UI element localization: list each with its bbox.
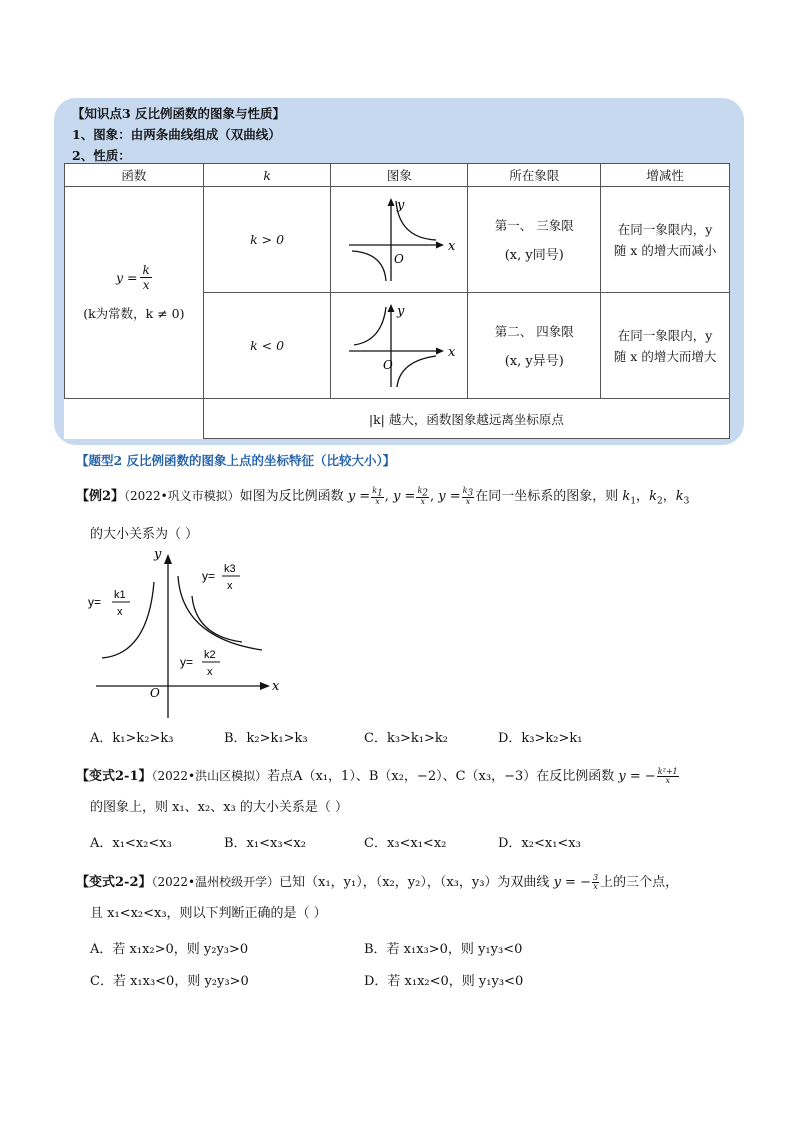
example2-option-d[interactable]: D．k₃>k₂>k₁ <box>498 731 583 746</box>
variant2-line2: 且 x₁<x₂<x₃，则以下判断正确的是（ ） <box>90 906 327 921</box>
section-title: 【题型2 反比例函数的图象上点的坐标特征（比较大小）】 <box>76 453 396 468</box>
x-label: x <box>272 679 280 694</box>
label-k3-num: k3 <box>224 563 236 575</box>
function-denominator: x <box>142 278 150 292</box>
example2-option-b[interactable]: B．k₂>k₁>k₃ <box>224 731 308 746</box>
knowledge-line-graph: 1、图象：由两条曲线组成（双曲线） <box>72 127 281 142</box>
variant1-prefix: 【变式2-1】 <box>76 769 152 784</box>
table-row <box>65 399 730 439</box>
quadrant-positive <box>468 187 601 293</box>
header-k: k <box>203 164 331 187</box>
variant2-option-d[interactable]: D．若 x₁x₂<0，则 y₁y₃<0 <box>364 974 524 989</box>
table-header-row <box>65 164 730 187</box>
variant1-option-d[interactable]: D．x₂<x₁<x₃ <box>498 836 581 851</box>
header-trend: 增减性 <box>601 164 730 187</box>
knowledge-line-property: 2、性质： <box>72 148 131 163</box>
example2-text2: 在同一坐标系的图象，则 <box>475 489 619 504</box>
curve-k1 <box>102 582 154 658</box>
example2-line1: 【例2】（2022•巩义市模拟）如图为反比例函数 y = $\frac{k_1}{x}$ , y = $\frac{k_2}{x}$ , y = $\frac{k_3}{x}$ 在同一坐标系的图象，则 $k_1$，$k_2$，$k_3$ <box>76 485 690 507</box>
footer-note: |k| 越大，函数图象越远离坐标原点 <box>203 399 729 439</box>
variant2-prefix: 【变式2-2】 <box>76 875 152 890</box>
example2-option-c[interactable]: C．k₃>k₁>k₂ <box>364 731 448 746</box>
y-label: y <box>154 547 162 562</box>
header-function: 函数 <box>65 164 204 187</box>
x-label: x <box>448 345 456 360</box>
k-positive: k > 0 <box>203 187 331 293</box>
label-k2-den: x <box>207 666 213 678</box>
sign-text: (x, y同号) <box>504 248 564 263</box>
function-lhs: y = <box>115 270 138 285</box>
hyperbola-positive-graph <box>344 193 454 283</box>
function-numerator: k <box>142 263 150 277</box>
quadrant-text: 第一、 三象限 <box>494 218 574 233</box>
label-k2-lhs: y= <box>180 655 194 669</box>
example2-graph <box>84 546 284 718</box>
variant2-text1: 已知（x₁，y₁），（x₂，y₂），（x₃，y₃）为双曲线 <box>279 875 550 890</box>
x-axis-arrow <box>436 242 444 249</box>
variant1-source: （2022•洪山区模拟） <box>151 769 268 783</box>
variant1-text1: 若点A（x₁，1）、B（x₂，−2）、C（x₃，−3）在反比例函数 <box>267 769 615 784</box>
variant1-line2: 的图象上，则 x₁、x₂、x₃ 的大小关系是（ ） <box>90 800 349 815</box>
header-graph: 图象 <box>331 164 468 187</box>
label-k1-lhs: y= <box>88 595 102 609</box>
header-quadrant: 所在象限 <box>468 164 601 187</box>
origin-label: O <box>150 686 160 700</box>
y-axis-arrow <box>388 304 395 312</box>
y-label: y <box>397 304 405 319</box>
graph-cell-positive <box>331 187 468 293</box>
variant2-option-c[interactable]: C．若 x₁x₃<0，则 y₂y₃>0 <box>90 974 249 989</box>
variant2-line1: 【变式2-2】（2022•温州校级开学）已知（x₁，y₁），（x₂，y₂），（x₃，y₃）为双曲线 y = − $\frac{3}{x}$ 上的三个点， <box>76 873 679 891</box>
sign-text: (x, y异号) <box>504 354 564 369</box>
function-note: (k为常数，k ≠ 0) <box>83 306 185 321</box>
label-k3-den: x <box>227 580 233 592</box>
example2-prefix: 【例2】 <box>76 489 125 504</box>
x-axis-arrow <box>436 348 444 355</box>
k-negative: k < 0 <box>203 293 331 399</box>
example2-text1: 如图为反比例函数 <box>239 489 344 504</box>
origin-label: O <box>383 358 394 372</box>
variant1-line1: 【变式2-1】（2022•洪山区模拟）若点A（x₁，1）、B（x₂，−2）、C（x₃，−3）在反比例函数 y = − $\frac{\text{k²+1}}{x}$ <box>76 767 678 785</box>
example2-line2: 的大小关系为（ ） <box>90 527 199 542</box>
trend-positive: 在同一象限内，y 随 x 的增大而减小 <box>601 187 730 293</box>
variant2-source: （2022•温州校级开学） <box>151 875 280 889</box>
function-cell <box>65 187 204 399</box>
variant2-option-b[interactable]: B．若 x₁x₃>0，则 y₁y₃<0 <box>364 942 523 957</box>
variant1-option-b[interactable]: B．x₁<x₃<x₂ <box>224 836 306 851</box>
origin-label: O <box>394 252 405 266</box>
y-axis-arrow <box>388 198 395 206</box>
variant1-option-a[interactable]: A．x₁<x₂<x₃ <box>90 836 172 851</box>
property-table <box>64 163 730 439</box>
table-row <box>65 187 730 293</box>
knowledge-title: 【知识点3 反比例函数的图象与性质】 <box>72 106 286 121</box>
hyperbola-negative-graph <box>344 299 454 389</box>
example2-option-a[interactable]: A．k₁>k₂>k₃ <box>90 731 174 746</box>
curve-k3 <box>192 596 242 642</box>
variant1-option-c[interactable]: C．x₃<x₁<x₂ <box>364 836 447 851</box>
example2-source: （2022•巩义市模拟） <box>124 489 240 503</box>
label-k3-lhs: y= <box>202 569 216 583</box>
trend-negative: 在同一象限内，y 随 x 的增大而增大 <box>601 293 730 399</box>
curve-k2 <box>178 576 262 650</box>
branch-q3 <box>352 251 386 281</box>
variant2-text1b: 上的三个点， <box>600 875 679 890</box>
branch-q4 <box>397 356 436 387</box>
x-axis-arrow <box>260 682 270 690</box>
quadrant-negative <box>468 293 601 399</box>
label-k2-num: k2 <box>204 649 216 661</box>
quadrant-text: 第二、 四象限 <box>494 324 574 339</box>
x-label: x <box>448 239 456 254</box>
y-axis-arrow <box>164 554 172 564</box>
variant2-option-a[interactable]: A．若 x₁x₂>0，则 y₂y₃>0 <box>90 942 249 957</box>
label-k1-num: k1 <box>114 589 126 601</box>
y-label: y <box>397 198 405 213</box>
label-k1-den: x <box>117 606 123 618</box>
graph-cell-negative <box>331 293 468 399</box>
branch-q2 <box>354 307 386 345</box>
